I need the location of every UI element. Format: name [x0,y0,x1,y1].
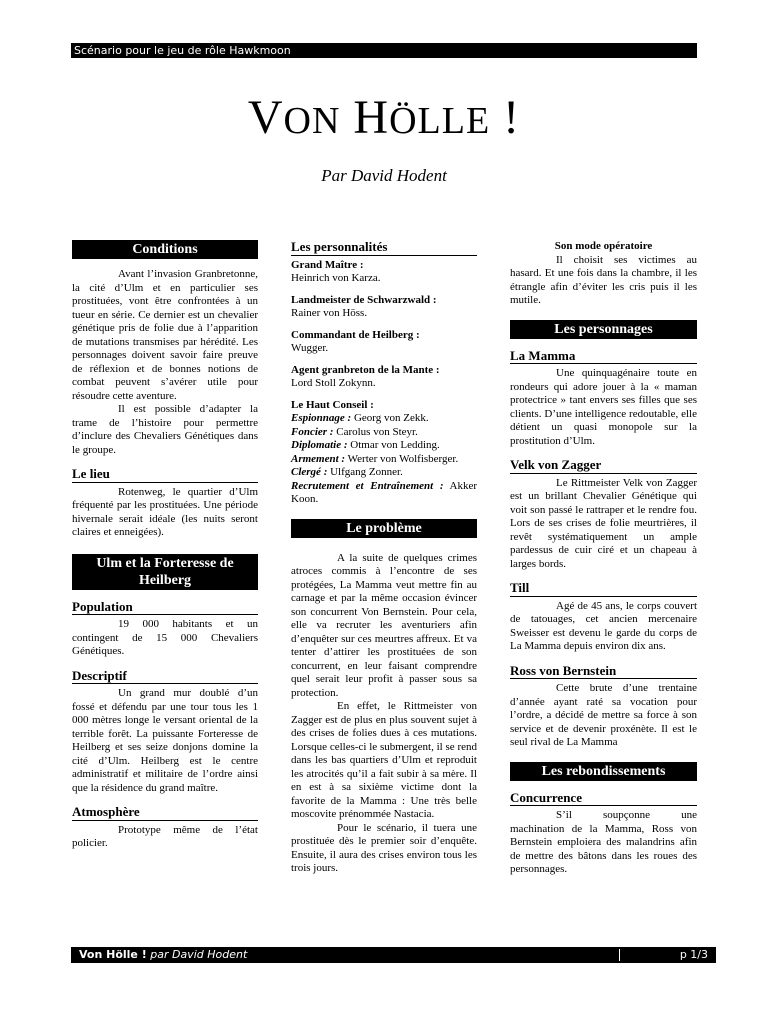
section-conditions-title: Conditions [72,240,258,259]
series-label: Scénario pour le jeu de rôle Hawkmoon [74,44,291,57]
section-personnalites-title: Les personnalités [291,240,477,256]
section-probleme-title: Le problème [291,519,477,538]
mamma-title: La Mamma [510,349,697,365]
agent-value: Lord Stoll Zokynn. [291,377,376,389]
espionnage-label: Espionnage : [291,412,352,424]
section-rebondissements-title: Les rebondissements [510,762,697,781]
probleme-paragraph-2: En effet, le Rittmeister von Zagger est de plus en plus souvent sujet à des crises de folies dues à ces mutations. Lorsque celles-ci le submergent, il se rend dans les bas quartiers d’Ulm et reproduit les atrocités qu’il a fait subir à sa mère. Il en est à sa sixième victime dont la favorite de la Mamma : Une très belle moscovite prénommée Nastacia. [291,700,477,820]
velk-paragraph: Le Rittmeister Velk von Zagger est un brillant Chevalier Génétique qui voit son passé le rattraper et le rendre fou. Lors de ses crises de folie meurtrières, il revêt systématiquement un ample pardessus de cuir ciré et un chapeau à larges bords. [510,476,697,570]
title-h: H [353,91,390,144]
foncier-label: Foncier : [291,425,334,438]
footer-doc-title: Von Hölle ! [79,948,147,961]
grand-maitre-label: Grand Maître : [291,258,364,271]
title-olle: ÖLLE [389,100,491,142]
espionnage-value: Georg von Zekk. [351,412,429,424]
agent-label: Agent granbreton de la Mante : [291,363,440,376]
till-paragraph: Agé de 45 ans, le corps couvert de tatouages, cet ancien mercenaire Sweisser est devenu le garde du corps de La Mamma depuis environ dix ans. [510,599,697,652]
velk-title: Velk von Zagger [510,458,697,474]
mode-operatoire-paragraph: Il choisit ses victimes au hasard. Et une fois dans la chambre, il les étrangle afin d’éviter les cris puis il les mutile. [510,253,697,306]
haut-conseil-label: Le Haut Conseil : [291,398,374,411]
foncier-value: Carolus von Steyr. [333,425,418,438]
conditions-paragraph-1: Avant l’invasion Granbretonne, la cité d’Ulm et en particulier ses prostituées, vont être confrontées à un tueur en série. Ce dernier est un chevalier génétique pris de folie due à l’apparition de mutations transmises par hérédité. Les personnages doivent savoir faire preuve de réflexion et de bonnes notions de combat peuvent s’avérer utile pour résoudre cette aventure. [72,268,258,402]
landmeister-value: Rainer von Höss. [291,307,368,319]
footer-title [79,947,247,963]
mode-operatoire-title: Son mode opératoire [554,240,653,252]
title-v: V [247,91,284,144]
till-title: Till [510,581,697,597]
conditions-paragraph-2: Il est possible d’adapter la trame de l’histoire pour permettre d’inclure des Chevaliers Génétiques dans le groupe. [72,403,258,456]
concurrence-paragraph: S’il soupçonne une machination de la Mamma, Ross von Bernstein emploiera des malandrins afin de mettre des bâtons dans les roues des personnages. [510,809,697,875]
landmeister-label: Landmeister de Schwarzwald : [291,293,437,306]
descriptif-paragraph: Un grand mur doublé d’un fossé et défendu par une tour tous les 1 000 mètres longe le versant oriental de la terrible forêt. La puissante Forteresse de Heilberg et ses seize donjons domine la cité d’Ulm. Heilberg est le centre administratif et militaire de l’ordre ainsi que la résidence du grand maître. [72,687,258,794]
probleme-paragraph-1: A la suite de quelques crimes atroces commis à l’encontre de ses protégées, La Mamma veut mettre fin au carnage et par la même occasion évincer son concurrent Von Bernstein. Pour cela, elle va recruter les aventuriers afin d’enquêter sur ces meurtres affreux. Et va tenter d’attirer les prostituées de son concurrent, en leur faisant comprendre quel serait leur profit à passer sous sa protection. [291,551,477,699]
document-title [0,88,768,151]
recrutement-line [291,480,477,507]
foncier-line [291,426,477,440]
clerge-value: Ulfgang Zonner. [327,466,403,478]
probleme-paragraph-3: Pour le scénario, il tuera une prostituée dès le premier soir d’enquête. Ensuite, il aura des crises environ tous les trois jours. [291,821,477,874]
grand-maitre-value: Heinrich von Karza. [291,272,381,284]
armement-label: Armement : [291,452,346,465]
espionnage-line [291,412,477,426]
atmosphere-paragraph: Prototype même de l’état policier. [72,823,258,849]
population-paragraph: 19 000 habitants et un contingent de 15 000 Chevaliers Génétiques. [72,618,258,657]
armement-value: Werter von Wolfisberger. [345,452,459,465]
section-population-title: Population [72,600,258,616]
clerge-label: Clergé : [291,466,328,478]
ross-title: Ross von Bernstein [510,664,697,680]
section-personnages-title: Les personnages [510,320,697,339]
commandant-label: Commandant de Heilberg : [291,328,420,341]
footer-divider [619,949,620,961]
section-ulm-title: Ulm et la Forteresse de Heilberg [72,554,258,590]
title-on: ON [283,100,341,142]
diplomatie-value: Otmar von Ledding. [347,439,440,451]
recrutement-value: Akker Koon. [291,479,477,505]
concurrence-title: Concurrence [510,791,697,807]
column-1 [72,240,258,851]
diplomatie-line [291,439,477,453]
armement-line [291,453,477,467]
column-2 [291,240,477,876]
mamma-paragraph: Une quinquagénaire toute en rondeurs qui adore jouer à la « maman protectrice » tant envers ses filles que ses clients. D’une intelligence redoutable, elle détient un quasi monopole sur la prostitution d’Ulm. [510,367,697,447]
recrutement-label: Recrutement et Entraînement : [291,479,444,492]
diplomatie-label: Diplomatie : [291,439,348,451]
ross-paragraph: Cette brute d’une trentaine d’année ayant raté sa vocation pour l’ordre, a décidé de mettre sa force à son service et de devenir proxénète. Il est le seul rival de La Mamma [510,682,697,748]
lieu-paragraph: Rotenweg, le quartier d’Ulm fréquenté par les prostituées. Une période hivernale serait idéale (les nuits seront claires et enneigées). [72,485,258,538]
series-header-bar [71,43,697,58]
clerge-line [291,466,477,480]
page-number: p 1/3 [679,948,708,961]
section-atmosphere-title: Atmosphère [72,805,258,821]
commandant-value: Wugger. [291,342,329,354]
section-descriptif-title: Descriptif [72,669,258,685]
column-3 [510,240,697,877]
section-lieu-title: Le lieu [72,467,258,483]
title-exclamation: ! [490,91,521,144]
footer-author: par David Hodent [146,948,248,961]
footer-bar [71,947,716,963]
author-line: Par David Hodent [321,166,447,185]
